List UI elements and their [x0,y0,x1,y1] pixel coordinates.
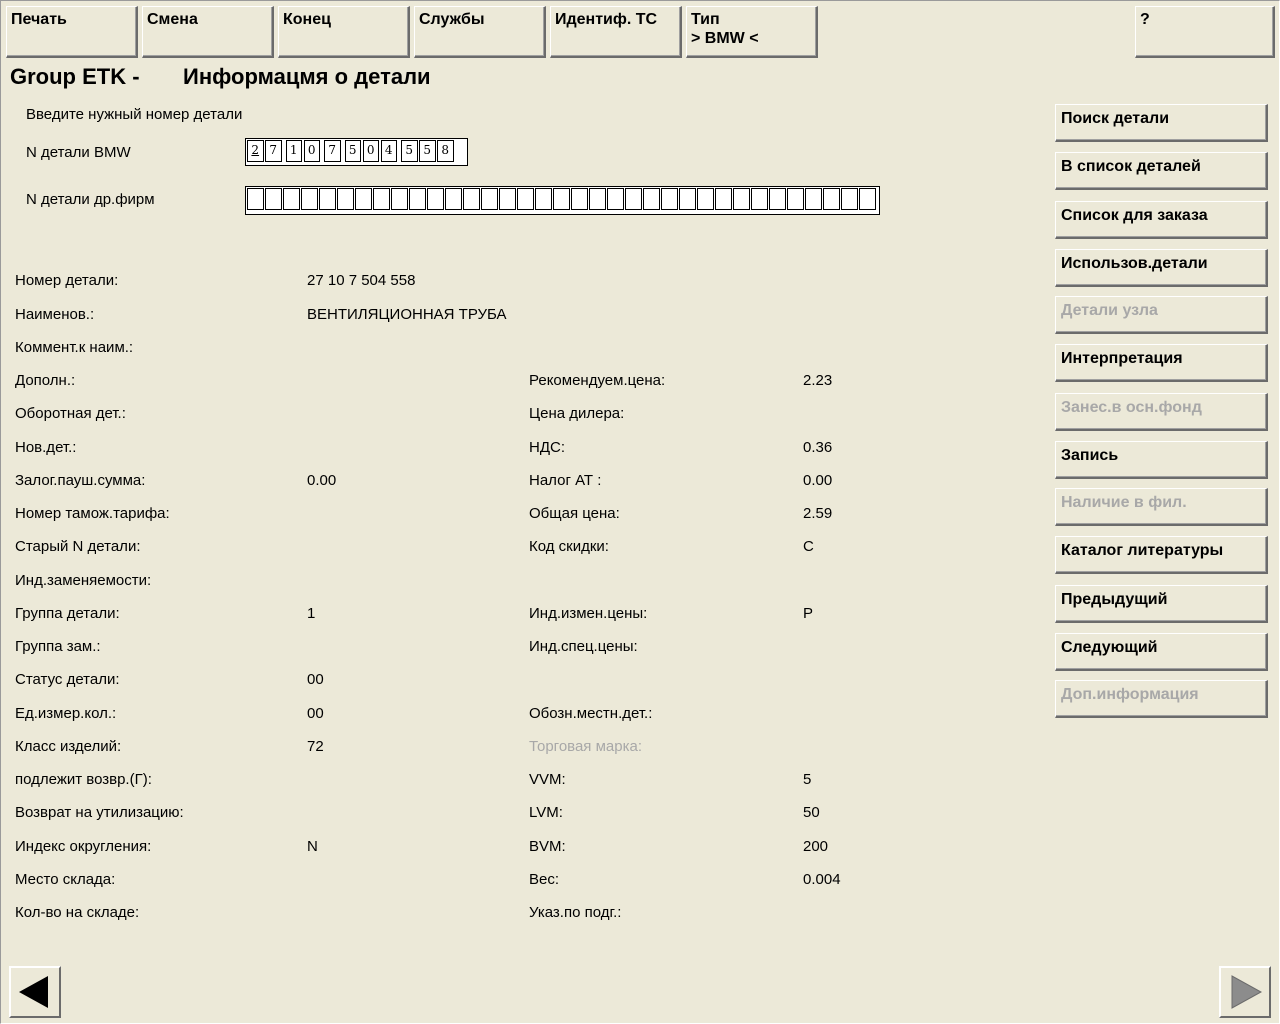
tax-value: 0.00 [803,472,833,489]
other-digit-cell [715,188,732,210]
recycle-label: Возврат на утилизацию: [15,804,184,821]
bmw-digit-cell: 0 [304,140,321,162]
other-number-label: N детали др.фирм [26,191,155,208]
availability-button[interactable]: Наличие в фил. [1055,488,1268,526]
dealer-price-label: Цена дилера: [529,405,625,422]
other-digit-cell [535,188,552,210]
unit-label: Ед.измер.кол.: [15,705,117,722]
usage-button[interactable]: Использов.детали [1055,249,1268,287]
lvm-value: 50 [803,804,820,821]
bmw-digit-cell: 2 [247,140,264,162]
other-digit-cell [265,188,282,210]
discount-label: Код скидки: [529,538,609,555]
local-label: Обозн.местн.дет.: [529,705,653,722]
help-button[interactable]: ? [1135,6,1275,58]
name-label: Наименов.: [15,306,95,323]
other-digit-cell [733,188,750,210]
deposit-label: Залог.пауш.сумма: [15,472,146,489]
other-number-input[interactable] [245,186,880,215]
stock-label: Кол-во на складе: [15,904,140,921]
other-digit-cell [301,188,318,210]
product-class-label: Класс изделий: [15,738,122,755]
app-title: Group ETK - [10,64,140,89]
other-digit-cell [679,188,696,210]
vvm-label: VVM: [529,771,566,788]
interpretation-button[interactable]: Интерпретация [1055,344,1268,382]
other-digit-cell [607,188,624,210]
weight-label: Вес: [529,871,560,888]
product-class-value: 72 [307,738,324,755]
record-button[interactable]: Запись [1055,441,1268,479]
comment-label: Коммент.к наим.: [15,339,134,356]
bmw-digit-cell: 8 [437,140,454,162]
bmw-digit-cell: 7 [265,140,282,162]
rounding-label: Индекс округления: [15,838,152,855]
price-change-value: P [803,605,814,622]
other-digit-cell [841,188,858,210]
status-value: 00 [307,671,324,688]
to-list-button[interactable]: В список деталей [1055,152,1268,190]
other-digit-cell [823,188,840,210]
other-digit-cell [553,188,570,210]
rec-price-label: Рекомендуем.цена: [529,372,666,389]
previous-button[interactable]: Предыдущий [1055,585,1268,623]
bmw-digit-cell: 5 [345,140,362,162]
tax-label: Налог АТ : [529,472,602,489]
bvm-label: BVM: [529,838,566,855]
bmw-digit-cell: 5 [419,140,436,162]
unit-value: 00 [307,705,324,722]
deposit-value: 0.00 [307,472,337,489]
forward-arrow-button[interactable] [1219,966,1271,1018]
change-button[interactable]: Смена [142,6,274,58]
interchange-label: Инд.заменяемости: [15,572,152,589]
bvm-value: 200 [803,838,829,855]
end-button[interactable]: Конец [278,6,410,58]
triangle-right-icon [1226,973,1264,1011]
exchange-label: Оборотная дет.: [15,405,126,422]
other-digit-cell [769,188,786,210]
other-digit-cell [697,188,714,210]
type-button[interactable]: Тип > BMW < [686,6,818,58]
other-digit-cell [499,188,516,210]
repl-group-label: Группа зам.: [15,638,101,655]
total-label: Общая цена: [529,505,620,522]
input-prompt: Введите нужный номер детали [26,106,243,123]
fixed-assets-button[interactable]: Занес.в осн.фонд [1055,393,1268,431]
part-group-label: Группа детали: [15,605,120,622]
other-digit-cell [355,188,372,210]
triangle-left-icon [16,973,54,1011]
bmw-number-label: N детали BMW [26,144,131,161]
price-change-label: Инд.измен.цены: [529,605,648,622]
extra-label: Дополн.: [15,372,76,389]
other-digit-cell [625,188,642,210]
other-digit-cell [643,188,660,210]
other-digit-cell [661,188,678,210]
vehicle-id-button[interactable]: Идентиф. ТС [550,6,682,58]
other-digit-cell [859,188,876,210]
other-digit-cell [319,188,336,210]
back-arrow-button[interactable] [9,966,61,1018]
other-digit-cell [373,188,390,210]
other-digit-cell [445,188,462,210]
subst-label: Указ.по подг.: [529,904,622,921]
other-digit-cell [589,188,606,210]
bmw-digit-cell: 5 [401,140,418,162]
vat-value: 0.36 [803,439,833,456]
part-number-label: Номер детали: [15,272,119,289]
old-number-label: Старый N детали: [15,538,141,555]
brand-label: Торговая марка: [529,738,642,755]
special-price-label: Инд.спец.цены: [529,638,638,655]
name-value: ВЕНТИЛЯЦИОННАЯ ТРУБА [307,306,507,323]
new-part-label: Нов.дет.: [15,439,77,456]
other-digit-cell [805,188,822,210]
bmw-digit-cell: 7 [324,140,341,162]
other-digit-cell [247,188,264,210]
print-button[interactable]: Печать [6,6,138,58]
lvm-label: LVM: [529,804,563,821]
other-digit-cell [337,188,354,210]
services-button[interactable]: Службы [414,6,546,58]
other-digit-cell [751,188,768,210]
bmw-digit-cell: 1 [286,140,303,162]
bmw-digit-cell: 4 [381,140,398,162]
discount-value: C [803,538,814,555]
rec-price-value: 2.23 [803,372,833,389]
other-digit-cell [481,188,498,210]
other-digit-cell [391,188,408,210]
other-digit-cell [463,188,480,210]
other-digit-cell [517,188,534,210]
storage-label: Место склада: [15,871,116,888]
other-digit-cell [571,188,588,210]
part-group-value: 1 [307,605,316,622]
literature-catalog-button[interactable]: Каталог литературы [1055,536,1268,574]
other-digit-cell [427,188,444,210]
total-value: 2.59 [803,505,833,522]
order-list-button[interactable]: Список для заказа [1055,201,1268,239]
page-title: Информацмя о детали [183,64,431,89]
assembly-parts-button[interactable]: Детали узла [1055,296,1268,334]
rounding-value: N [307,838,318,855]
vvm-value: 5 [803,771,812,788]
vat-label: НДС: [529,439,565,456]
status-label: Статус детали: [15,671,120,688]
next-button[interactable]: Следующий [1055,633,1268,671]
return-label: подлежит возвр.(Г): [15,771,152,788]
other-digit-cell [409,188,426,210]
other-digit-cell [787,188,804,210]
other-digit-cell [283,188,300,210]
bmw-digit-cell: 0 [363,140,380,162]
customs-label: Номер тамож.тарифа: [15,505,170,522]
bmw-number-input[interactable] [245,138,468,166]
more-info-button[interactable]: Доп.информация [1055,680,1268,718]
search-part-button[interactable]: Поиск детали [1055,104,1268,142]
part-number-value: 27 10 7 504 558 [307,272,416,289]
weight-value: 0.004 [803,871,841,888]
